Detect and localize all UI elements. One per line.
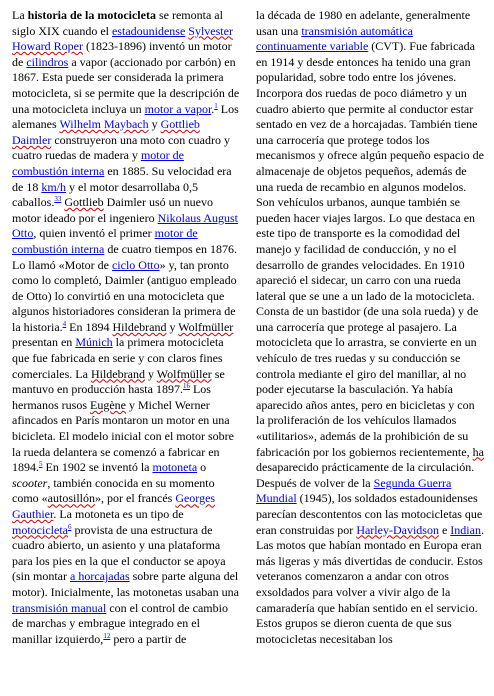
text-run: , también conocida en su momento como «	[12, 475, 215, 506]
footnote-link[interactable]: 5	[39, 460, 43, 469]
text-run: ha	[472, 444, 484, 459]
footnote-ref	[183, 382, 190, 390]
text-run: a vapor (accionado por carbón) en 1867. Esta puede ser considerada la primera motocicleta, si se permite que la descripción de una motocicleta incluya un	[12, 54, 240, 116]
text-run: y el motor desarrollaba 0,5 caballos.	[12, 179, 198, 210]
text-run: . La motoneta es un tipo de	[53, 507, 184, 521]
text-run: Hildebrand	[90, 366, 145, 381]
text-run: Los hermanos rusos	[12, 382, 211, 412]
text-run: construyeron una moto con cuadro y cuatro ruedas de madera y	[12, 132, 230, 163]
text-run: » y, tan pronto como lo completó, Daimler (antiguo empleado de Otto) lo convirtió en una motocicleta que algunos historiadores consideran la primera de la historia.	[12, 257, 237, 334]
text-run: se remonta al siglo XIX cuando el	[12, 8, 223, 38]
article-link[interactable]: Georges Gauthier	[12, 491, 216, 521]
article-link[interactable]: ciclo Otto	[111, 257, 160, 272]
text-run: en 1885. Su velocidad era de 18	[12, 163, 232, 194]
text-run: . Las motos que habían montado en Europa eran más ligeras y más divertidas de conducir. Estos veteranos comenzaron a andar con otros exsoldados para volver a vivir algo de la camaradería que habían sentido en el servicio. Estos grupos se dieron cuenta de que sus motocicletas necesitaban los	[256, 522, 484, 646]
text-run: presentan en	[12, 335, 76, 350]
text-run: de cuatro tiempos en 1876. Lo llamó «Motor de	[12, 241, 237, 272]
text-run: se mantuvo en producción hasta 1897.	[12, 366, 225, 397]
footnote-link[interactable]: 33	[54, 195, 62, 204]
text-run: », por el francés	[95, 491, 176, 506]
bold-text: historia de la motocicleta	[27, 8, 156, 22]
article-link[interactable]: motor a vapor	[144, 101, 212, 116]
text-run: (1945), los soldados estadounidenses parecían descontentos con las motocicletas que eran construidas por	[256, 491, 483, 537]
text-run: Wolfmüller	[156, 366, 212, 381]
article-link[interactable]: motor de combustión interna	[12, 226, 198, 256]
footnote-link[interactable]: 16	[182, 382, 190, 391]
text-run: y Michel Werner afincados en París montaron un motor en una bicicleta. El modelo inicial con el motor sobre la rueda delantera se comenzó a fabricar en 1894.	[12, 397, 234, 475]
text-run: Eugène	[90, 397, 126, 412]
article-link[interactable]: Segunda Guerra Mundial	[256, 475, 452, 506]
text-run: y	[166, 319, 179, 334]
text-run: sobre parte alguna del motor). Inicialmente, las motonetas usaban una	[12, 569, 239, 599]
article-link[interactable]: motoneta	[152, 460, 198, 475]
article-link[interactable]: motocicleta	[12, 522, 68, 537]
text-run: e	[438, 522, 451, 537]
text-run: Hildebrand	[112, 319, 167, 334]
text-run: .	[211, 101, 215, 116]
footnote-link[interactable]: 1	[214, 101, 218, 110]
text-run: (1823-1896) inventó un motor de	[12, 39, 232, 69]
text-run: con el control de cambio de marchas y embrague integrado en el manillar izquierdo,	[12, 600, 228, 646]
article-link[interactable]: a horcajadas	[70, 569, 130, 584]
text-run: Wolfmüller	[178, 319, 234, 334]
article-link[interactable]: Nikolaus August Otto	[12, 210, 238, 241]
article-link[interactable]: Harley-Davidson	[356, 522, 439, 537]
article-link[interactable]: Wilhelm Maybach	[59, 117, 149, 132]
article-link[interactable]: cilindros	[26, 54, 69, 69]
footnote-link[interactable]: 6	[67, 522, 72, 531]
article-paragraph-right	[256, 8, 484, 647]
footnote-link[interactable]: 12	[103, 631, 111, 640]
text-run: Daimler usó un nuevo motor ideado por el ingeniero	[12, 195, 213, 225]
article-link[interactable]: motor de combustión interna	[12, 148, 184, 178]
text-run: Gottlieb	[64, 195, 104, 210]
text-run: autosillón	[47, 491, 96, 506]
article-link[interactable]: km/h	[41, 179, 66, 194]
article-link[interactable]: Múnich	[75, 335, 113, 350]
text-run: La	[12, 8, 28, 22]
text-run: (CVT). Fue fabricada en 1914 y desde entonces ha tenido una gran popularidad, sobre todo entre los jóvenes. Incorpora dos ruedas de poco diámetro y un cuadro abierto que permite al conductor estar sentado en vez de a horcajadas. También tiene una carrocería que protege todos los mecanismos y ofrece algún pequeño espacio de almacenaje de objetos pequeños, además de una rueda de recambio en algunos modelos. Son vehículos urbanos, aunque también se pueden hacer viajes largos. Lo que destaca en este tipo de transporte es la comodidad del manejo y facilidad de conducción, y no el desarrollo de grandes velocidades. En 1910 apareció el sidecar, un carro con una rueda lateral que se une a un lado de la motocicleta. Consta de un bastidor (de una sola rueda) y de una carrocería que protege al pasajero. La motocicleta que lo arrastra, se convierte en un vehículo de tres ruedas y su conducción se controla mediante el giro del manillar, al no poder ejecutarse la basculación. Ya había aparecido años antes, pero en bicicletas y con la proliferación de los vehículos llamados «utilitarios», además de la prohibición de su fabricación por los gobiernos recientemente,	[256, 39, 484, 459]
article-link[interactable]: transmisión manual	[12, 600, 107, 615]
text-run: la década de 1980 en adelante, generalmente usan una	[256, 8, 471, 38]
text-column-left	[12, 8, 240, 696]
text-run: y	[148, 117, 161, 132]
article-link[interactable]: transmisión automática continuamente variable	[256, 23, 413, 54]
article-link[interactable]: Gottlieb Daimler	[12, 117, 200, 147]
text-run: En 1894	[66, 319, 113, 334]
text-run: la primera motocicleta que fue fabricada en serie y con claros fines comerciales. La	[12, 335, 224, 381]
text-run: y	[144, 366, 157, 381]
text-run: Los alemanes	[12, 101, 239, 132]
text-column-right	[256, 8, 484, 696]
text-run: , quien inventó el primer	[33, 226, 155, 241]
italic-text: scooter	[12, 475, 48, 490]
footnote-link[interactable]: 4	[62, 319, 67, 328]
article-link[interactable]: Sylvester Howard Roper	[12, 23, 233, 54]
text-run: En 1902 se inventó la	[42, 460, 153, 475]
article-paragraph-left	[12, 8, 240, 647]
text-run: o	[197, 460, 207, 475]
article-link[interactable]: Indian	[450, 522, 481, 537]
article-link[interactable]: estadounidense	[111, 23, 186, 38]
text-run: pero a partir de	[110, 631, 187, 646]
text-run: desaparecido prácticamente de la circulación. Después de volver de la	[256, 460, 475, 490]
text-run: provista de una estructura de cuadro abierto, un asiento y una plataforma para los pies en la que el conductor se apoya (sin montar	[12, 522, 226, 584]
